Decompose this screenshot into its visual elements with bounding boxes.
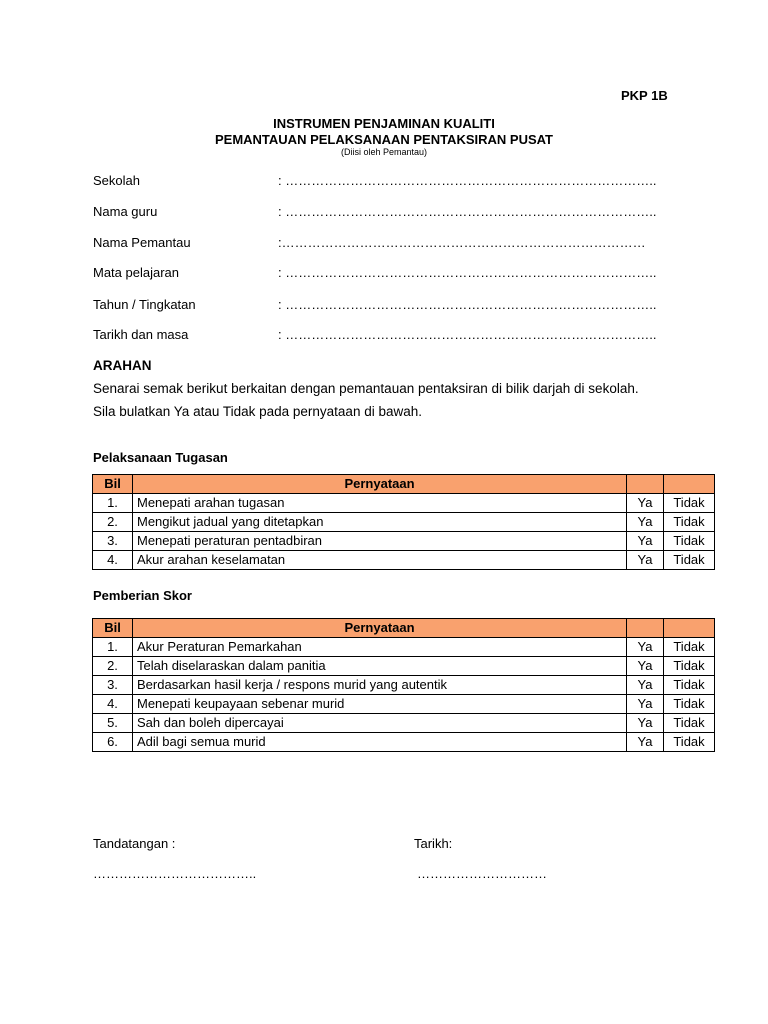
field-label: Mata pelajaran: [93, 265, 179, 280]
option-tidak[interactable]: Tidak: [664, 714, 715, 733]
table-row: [93, 638, 715, 657]
document-code: PKP 1B: [621, 88, 668, 103]
option-ya[interactable]: Ya: [627, 532, 664, 551]
option-ya[interactable]: Ya: [627, 657, 664, 676]
row-number: 3.: [93, 532, 133, 551]
field-sekolah: [93, 173, 656, 188]
table-row: [93, 676, 715, 695]
option-ya[interactable]: Ya: [627, 494, 664, 513]
option-tidak[interactable]: Tidak: [664, 513, 715, 532]
checklist-table-skor: [92, 618, 715, 752]
table-row: [93, 513, 715, 532]
signature-line[interactable]: ………………………………..: [93, 866, 257, 881]
row-number: 1.: [93, 494, 133, 513]
field-label: Nama guru: [93, 204, 158, 219]
option-ya[interactable]: Ya: [627, 733, 664, 752]
row-statement: Menepati peraturan pentadbiran: [133, 532, 627, 551]
option-tidak[interactable]: Tidak: [664, 494, 715, 513]
checklist-table-tugasan: [92, 474, 715, 570]
row-number: 4.: [93, 695, 133, 714]
option-ya[interactable]: Ya: [627, 695, 664, 714]
section-heading-pelaksanaan-tugasan: Pelaksanaan Tugasan: [93, 450, 228, 465]
option-ya[interactable]: Ya: [627, 638, 664, 657]
field-tarikh-dan-masa: [93, 327, 656, 342]
table-header-row: [93, 475, 715, 494]
table-header-row: [93, 619, 715, 638]
field-label: Tahun / Tingkatan: [93, 297, 196, 312]
field-label: Tarikh dan masa: [93, 327, 189, 342]
row-statement: Akur arahan keselamatan: [133, 551, 627, 570]
option-ya[interactable]: Ya: [627, 676, 664, 695]
column-header-bil: Bil: [93, 619, 133, 638]
row-number: 6.: [93, 733, 133, 752]
table-row: [93, 695, 715, 714]
signature-label: Tandatangan :: [93, 836, 176, 851]
column-header-pernyataan: Pernyataan: [133, 475, 627, 494]
row-statement: Akur Peraturan Pemarkahan: [133, 638, 627, 657]
date-label: Tarikh:: [414, 836, 453, 851]
option-ya[interactable]: Ya: [627, 714, 664, 733]
title-line-1: INSTRUMEN PENJAMINAN KUALITI: [273, 116, 495, 131]
row-statement: Mengikut jadual yang ditetapkan: [133, 513, 627, 532]
field-label: Nama Pemantau: [93, 235, 191, 250]
column-header-ya: [627, 619, 664, 638]
row-statement: Menepati arahan tugasan: [133, 494, 627, 513]
table-row: [93, 714, 715, 733]
instructions-heading: ARAHAN: [93, 358, 152, 373]
table-row: [93, 551, 715, 570]
option-tidak[interactable]: Tidak: [664, 733, 715, 752]
column-header-ya: [627, 475, 664, 494]
row-number: 2.: [93, 513, 133, 532]
table-row: [93, 657, 715, 676]
field-mata-pelajaran: [93, 265, 656, 280]
field-fill-line[interactable]: : …………………………………………………………………………..: [278, 204, 657, 219]
option-ya[interactable]: Ya: [627, 551, 664, 570]
option-tidak[interactable]: Tidak: [664, 532, 715, 551]
row-number: 5.: [93, 714, 133, 733]
section-heading-pemberian-skor: Pemberian Skor: [93, 588, 192, 603]
row-number: 2.: [93, 657, 133, 676]
field-fill-line[interactable]: :…………………………………………………………………………: [278, 235, 646, 250]
row-statement: Sah dan boleh dipercayai: [133, 714, 627, 733]
subtitle-note: (Diisi oleh Pemantau): [340, 147, 428, 157]
field-nama-pemantau: [93, 235, 646, 250]
row-statement: Menepati keupayaan sebenar murid: [133, 695, 627, 714]
column-header-tidak: [664, 619, 715, 638]
field-nama-guru: [93, 204, 656, 219]
instructions-line-2: Sila bulatkan Ya atau Tidak pada pernyataan di bawah.: [93, 404, 422, 419]
option-tidak[interactable]: Tidak: [664, 551, 715, 570]
date-line[interactable]: …………………………: [417, 866, 547, 881]
row-number: 3.: [93, 676, 133, 695]
option-tidak[interactable]: Tidak: [664, 676, 715, 695]
row-statement: Berdasarkan hasil kerja / respons murid yang autentik: [133, 676, 627, 695]
row-statement: Adil bagi semua murid: [133, 733, 627, 752]
column-header-tidak: [664, 475, 715, 494]
option-ya[interactable]: Ya: [627, 513, 664, 532]
field-fill-line[interactable]: : …………………………………………………………………………..: [278, 327, 657, 342]
table-row: [93, 532, 715, 551]
option-tidak[interactable]: Tidak: [664, 657, 715, 676]
instructions-line-1: Senarai semak berikut berkaitan dengan pemantauan pentaksiran di bilik darjah di sekolah.: [93, 381, 639, 396]
field-label: Sekolah: [93, 173, 140, 188]
row-number: 1.: [93, 638, 133, 657]
table-row: [93, 494, 715, 513]
option-tidak[interactable]: Tidak: [664, 695, 715, 714]
option-tidak[interactable]: Tidak: [664, 638, 715, 657]
row-number: 4.: [93, 551, 133, 570]
table-row: [93, 733, 715, 752]
field-fill-line[interactable]: : …………………………………………………………………………..: [278, 173, 657, 188]
title-line-2: PEMANTAUAN PELAKSANAAN PENTAKSIRAN PUSAT: [214, 132, 553, 147]
field-fill-line[interactable]: : …………………………………………………………………………..: [278, 265, 657, 280]
column-header-bil: Bil: [93, 475, 133, 494]
field-fill-line[interactable]: : …………………………………………………………………………..: [278, 297, 657, 312]
column-header-pernyataan: Pernyataan: [133, 619, 627, 638]
row-statement: Telah diselaraskan dalam panitia: [133, 657, 627, 676]
field-tahun-tingkatan: [93, 297, 656, 312]
